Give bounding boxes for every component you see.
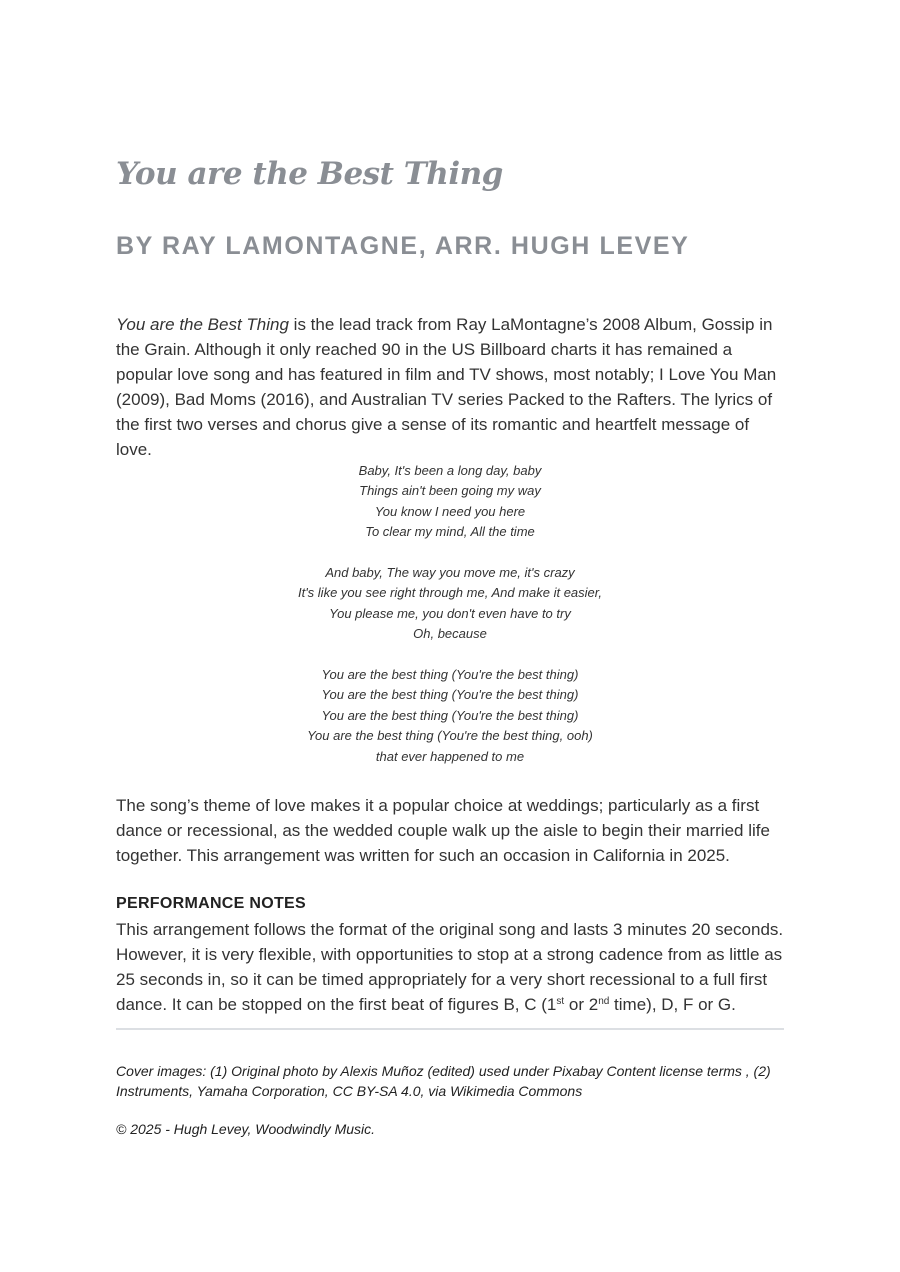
performance-notes-heading: PERFORMANCE NOTES: [116, 895, 306, 912]
performance-notes-paragraph: [116, 917, 784, 1017]
lyric-line: Oh, because: [413, 626, 487, 642]
copyright-notice: © 2025 - Hugh Levey, Woodwindly Music.: [116, 1121, 376, 1137]
byline: BY RAY LAMONTAGNE, ARR. HUGH LEVEY: [116, 232, 690, 260]
lyric-line: Things ain't been going my way: [359, 483, 541, 499]
lyrics-verse-2: [116, 563, 784, 645]
ordinal-suffix-first: st: [556, 996, 565, 1007]
lyric-line: It's like you see right through me, And make it easier,: [297, 585, 603, 601]
lyric-line: To clear my mind, All the time: [365, 524, 535, 540]
lyrics-verse-1: [116, 461, 784, 543]
notes-text-before: This arrangement follows the format of the original song and lasts 3 minutes 20 seconds. However, it is very flexible, with opportunities to stop at a strong cadence from as little as 25 seconds in, so it can be timed appropriately for a very short recessional to a full first dance. It can be stopped on the first beat of figures B, C (1: [116, 920, 784, 1014]
notes-text-mid: or 2: [564, 995, 599, 1014]
lyrics-chorus: [116, 665, 784, 767]
lyrics-block: [116, 461, 784, 767]
ordinal-suffix-second: nd: [598, 996, 610, 1007]
lyric-line: You are the best thing (You're the best thing): [321, 667, 579, 683]
lyric-line: You are the best thing (You're the best thing, ooh): [307, 728, 593, 744]
intro-text: is the lead track from Ray LaMontagne’s 2008 Album, Gossip in the Grain. Although it only reached 90 in the US Billboard charts it has remained a popular love song and has featured in film and TV shows, most notably; I Love You Man (2009), Bad Moms (2016), and Australian TV series Packed to the Rafters. The lyrics of the first two verses and chorus give a sense of its romantic and heartfelt message of love.: [116, 315, 777, 459]
cover-image-credits: Cover images: (1) Original photo by Alexis Muñoz (edited) used under Pixabay Content license terms , (2) Instruments, Yamaha Corporation, CC BY-SA 4.0, via Wikimedia Commons: [116, 1063, 771, 1099]
lyric-line: Baby, It's been a long day, baby: [358, 463, 542, 478]
divider: [116, 1028, 784, 1030]
intro-song-title: You are the Best Thing: [116, 315, 289, 334]
lyric-line: You are the best thing (You're the best thing): [321, 707, 579, 723]
lyric-line: You please me, you don't even have to try: [329, 605, 571, 621]
song-title: You are the Best Thing: [116, 156, 503, 192]
notes-text-after: time), D, F or G.: [609, 995, 736, 1014]
lyric-line: You are the best thing (You're the best thing): [321, 687, 579, 703]
lyric-line: And baby, The way you move me, it's crazy: [325, 565, 575, 581]
intro-paragraph: [116, 312, 784, 462]
lyric-line: You know I need you here: [374, 503, 526, 519]
lyric-line: that ever happened to me: [375, 748, 525, 764]
wedding-paragraph: The song’s theme of love makes it a popular choice at weddings; particularly as a first dance or recessional, as the wedded couple walk up the aisle to begin their married life together. This arrangement was written for such an occasion in California in 2025.: [116, 796, 770, 865]
